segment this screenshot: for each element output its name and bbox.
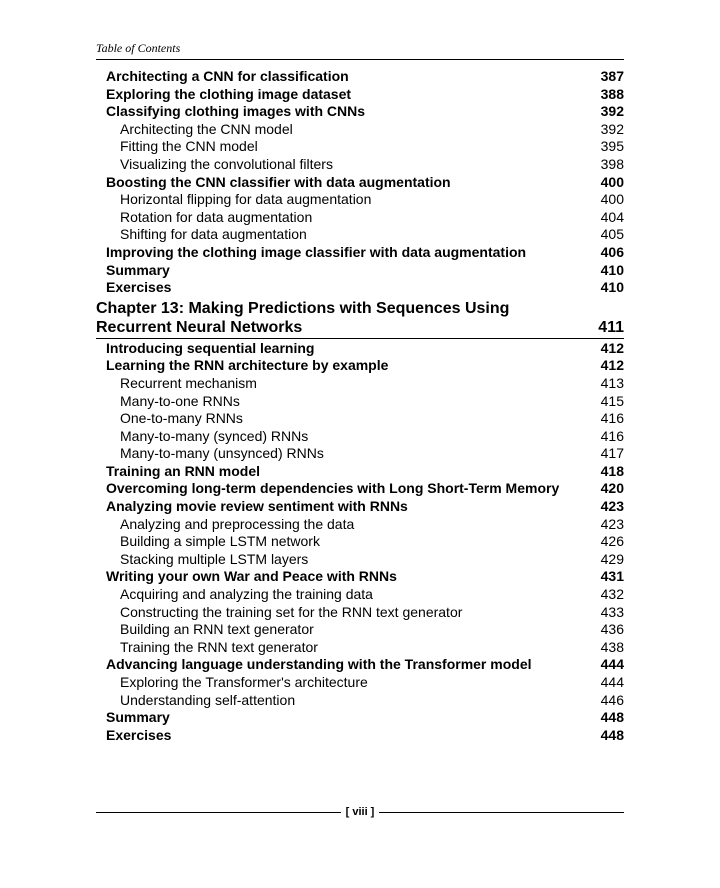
toc-entry-title: Recurrent mechanism	[120, 374, 257, 391]
toc-entry-page: 405	[600, 226, 624, 243]
toc-entry-page: 436	[600, 621, 624, 638]
toc-entry-page: 404	[600, 208, 624, 225]
toc-entry-page: 413	[600, 374, 624, 391]
toc-entry-page: 420	[600, 480, 624, 497]
toc-entry-title: Shifting for data augmentation	[120, 226, 307, 243]
toc-entry-title: Exploring the clothing image dataset	[106, 85, 352, 102]
page-footer	[96, 805, 624, 819]
toc-entry-page: 410	[600, 261, 624, 278]
toc-entry-page: 446	[600, 691, 624, 708]
toc-entry-title: Fitting the CNN model	[120, 138, 258, 155]
toc-entry-title: Exercises	[106, 726, 172, 743]
toc-entry-page: 392	[600, 103, 624, 120]
toc-entry-title: Architecting the CNN model	[120, 120, 293, 137]
toc-entry-title: Building an RNN text generator	[120, 621, 314, 638]
toc-entry-page: 410	[600, 279, 624, 296]
toc-entry-title: Acquiring and analyzing the training data	[120, 586, 373, 603]
toc-entry-title: Exercises	[106, 279, 172, 296]
toc-entries-after-chapter	[96, 340, 624, 745]
toc-section-entry[interactable]	[96, 568, 624, 586]
toc-subsection-entry[interactable]	[96, 156, 624, 174]
footer-page-number: [ viii ]	[345, 806, 375, 818]
toc-entry-title: Horizontal flipping for data augmentation	[120, 191, 372, 208]
toc-entry-title: Constructing the training set for the RNN text generator	[120, 603, 463, 620]
toc-section-entry[interactable]	[96, 727, 624, 745]
toc-entry-title: Writing your own War and Peace with RNNs	[106, 568, 397, 585]
toc-entry-page: 392	[600, 120, 624, 137]
toc-section-entry[interactable]	[96, 709, 624, 727]
toc-section-entry[interactable]	[96, 340, 624, 358]
toc-entry-title: Improving the clothing image classifier with data augmentation	[106, 243, 527, 260]
toc-subsection-entry[interactable]	[96, 516, 624, 534]
toc-entry-page: 415	[600, 392, 624, 409]
toc-entry-title: Overcoming long-term dependencies with Long Short-Term Memory	[106, 480, 560, 497]
toc-subsection-entry[interactable]	[96, 692, 624, 710]
toc-subsection-entry[interactable]	[96, 604, 624, 622]
toc-subsection-entry[interactable]	[96, 533, 624, 551]
toc-entry-title: Summary	[106, 709, 170, 726]
toc-entry-page: 416	[600, 427, 624, 444]
toc-subsection-entry[interactable]	[96, 551, 624, 569]
toc-entry-page: 387	[600, 68, 624, 84]
toc-section-entry[interactable]	[96, 86, 624, 104]
toc-entry-page: 429	[600, 550, 624, 567]
toc-entry-page: 423	[600, 498, 624, 515]
toc-entry-title: Many-to-many (unsynced) RNNs	[120, 445, 324, 462]
toc-entry-title: Rotation for data augmentation	[120, 208, 313, 225]
toc-entry-title: Summary	[106, 261, 170, 278]
toc-entry-title: Boosting the CNN classifier with data augmentation	[106, 173, 451, 190]
toc-entry-title: Training the RNN text generator	[120, 638, 318, 655]
toc-subsection-entry[interactable]	[96, 375, 624, 393]
toc-subsection-entry[interactable]	[96, 428, 624, 446]
toc-subsection-entry[interactable]	[96, 674, 624, 692]
toc-section-entry[interactable]	[96, 262, 624, 280]
toc-subsection-entry[interactable]	[96, 586, 624, 604]
toc-section-entry[interactable]	[96, 656, 624, 674]
toc-entry-page: 416	[600, 410, 624, 427]
toc-entry-title: One-to-many RNNs	[120, 410, 243, 427]
toc-entry-title: Exploring the Transformer's architecture	[120, 674, 368, 690]
toc-entry-title: Many-to-many (synced) RNNs	[120, 427, 309, 444]
toc-entry-page: 395	[600, 138, 624, 155]
toc-section-entry[interactable]	[96, 103, 624, 121]
toc-entry-title: Advancing language understanding with the Transformer model	[106, 656, 532, 673]
toc-entry-page: 400	[600, 191, 624, 208]
toc-entry-page: 448	[600, 726, 624, 743]
toc-entry-page: 412	[600, 357, 624, 374]
toc-entry-page: 444	[600, 656, 624, 673]
toc-section-entry[interactable]	[96, 498, 624, 516]
toc-entry-title: Analyzing and preprocessing the data	[120, 515, 355, 532]
toc-subsection-entry[interactable]	[96, 445, 624, 463]
toc-section-entry[interactable]	[96, 463, 624, 481]
toc-entry-page: 432	[600, 586, 624, 603]
chapter-title-line-2: Recurrent Neural Networks	[96, 318, 303, 336]
table-of-contents	[96, 68, 624, 744]
toc-subsection-entry[interactable]	[96, 226, 624, 244]
toc-entry-title: Learning the RNN architecture by example	[106, 357, 389, 374]
toc-entry-page: 433	[600, 603, 624, 620]
toc-entry-page: 418	[600, 462, 624, 479]
toc-section-entry[interactable]	[96, 68, 624, 86]
toc-entry-page: 400	[600, 173, 624, 190]
toc-entry-title: Understanding self-attention	[120, 691, 296, 708]
toc-entry-title: Introducing sequential learning	[106, 339, 315, 356]
toc-entry-page: 444	[600, 674, 624, 690]
toc-entry-title: Analyzing movie review sentiment with RNNs	[106, 498, 408, 515]
toc-subsection-entry[interactable]	[96, 621, 624, 639]
toc-section-entry[interactable]	[96, 279, 624, 297]
toc-entry-title: Many-to-one RNNs	[120, 392, 240, 409]
toc-subsection-entry[interactable]	[96, 393, 624, 411]
toc-entry-title: Architecting a CNN for classification	[106, 68, 349, 84]
toc-entry-title: Training an RNN model	[106, 462, 261, 479]
toc-subsection-entry[interactable]	[96, 138, 624, 156]
toc-entry-page: 423	[600, 515, 624, 532]
toc-subsection-entry[interactable]	[96, 639, 624, 657]
toc-entry-title: Visualizing the convolutional filters	[120, 155, 333, 172]
toc-subsection-entry[interactable]	[96, 209, 624, 227]
toc-entry-title: Stacking multiple LSTM layers	[120, 550, 309, 567]
running-header: Table of Contents	[96, 41, 624, 60]
toc-entry-page: 426	[600, 533, 624, 550]
toc-entry-page: 417	[600, 445, 624, 462]
chapter-page-number: 411	[598, 318, 624, 336]
toc-section-entry[interactable]	[96, 357, 624, 375]
toc-subsection-entry[interactable]	[96, 410, 624, 428]
toc-entry-page: 398	[600, 155, 624, 172]
toc-entry-page: 406	[600, 243, 624, 260]
toc-subsection-entry[interactable]	[96, 191, 624, 209]
toc-section-entry[interactable]	[96, 480, 624, 498]
toc-section-entry[interactable]	[96, 244, 624, 262]
toc-entry-page: 431	[600, 568, 624, 585]
toc-entry-page: 438	[600, 638, 624, 655]
toc-entry-page: 388	[600, 85, 624, 102]
toc-section-entry[interactable]	[96, 174, 624, 192]
chapter-title-line-1: Chapter 13: Making Predictions with Sequences Using	[96, 299, 510, 317]
toc-entry-title: Classifying clothing images with CNNs	[106, 103, 366, 120]
toc-entry-page: 448	[600, 709, 624, 726]
toc-entry-page: 412	[600, 339, 624, 356]
toc-subsection-entry[interactable]	[96, 121, 624, 139]
toc-entry-title: Building a simple LSTM network	[120, 533, 320, 550]
toc-entries-before-chapter	[96, 68, 624, 297]
chapter-heading[interactable]	[96, 299, 624, 339]
